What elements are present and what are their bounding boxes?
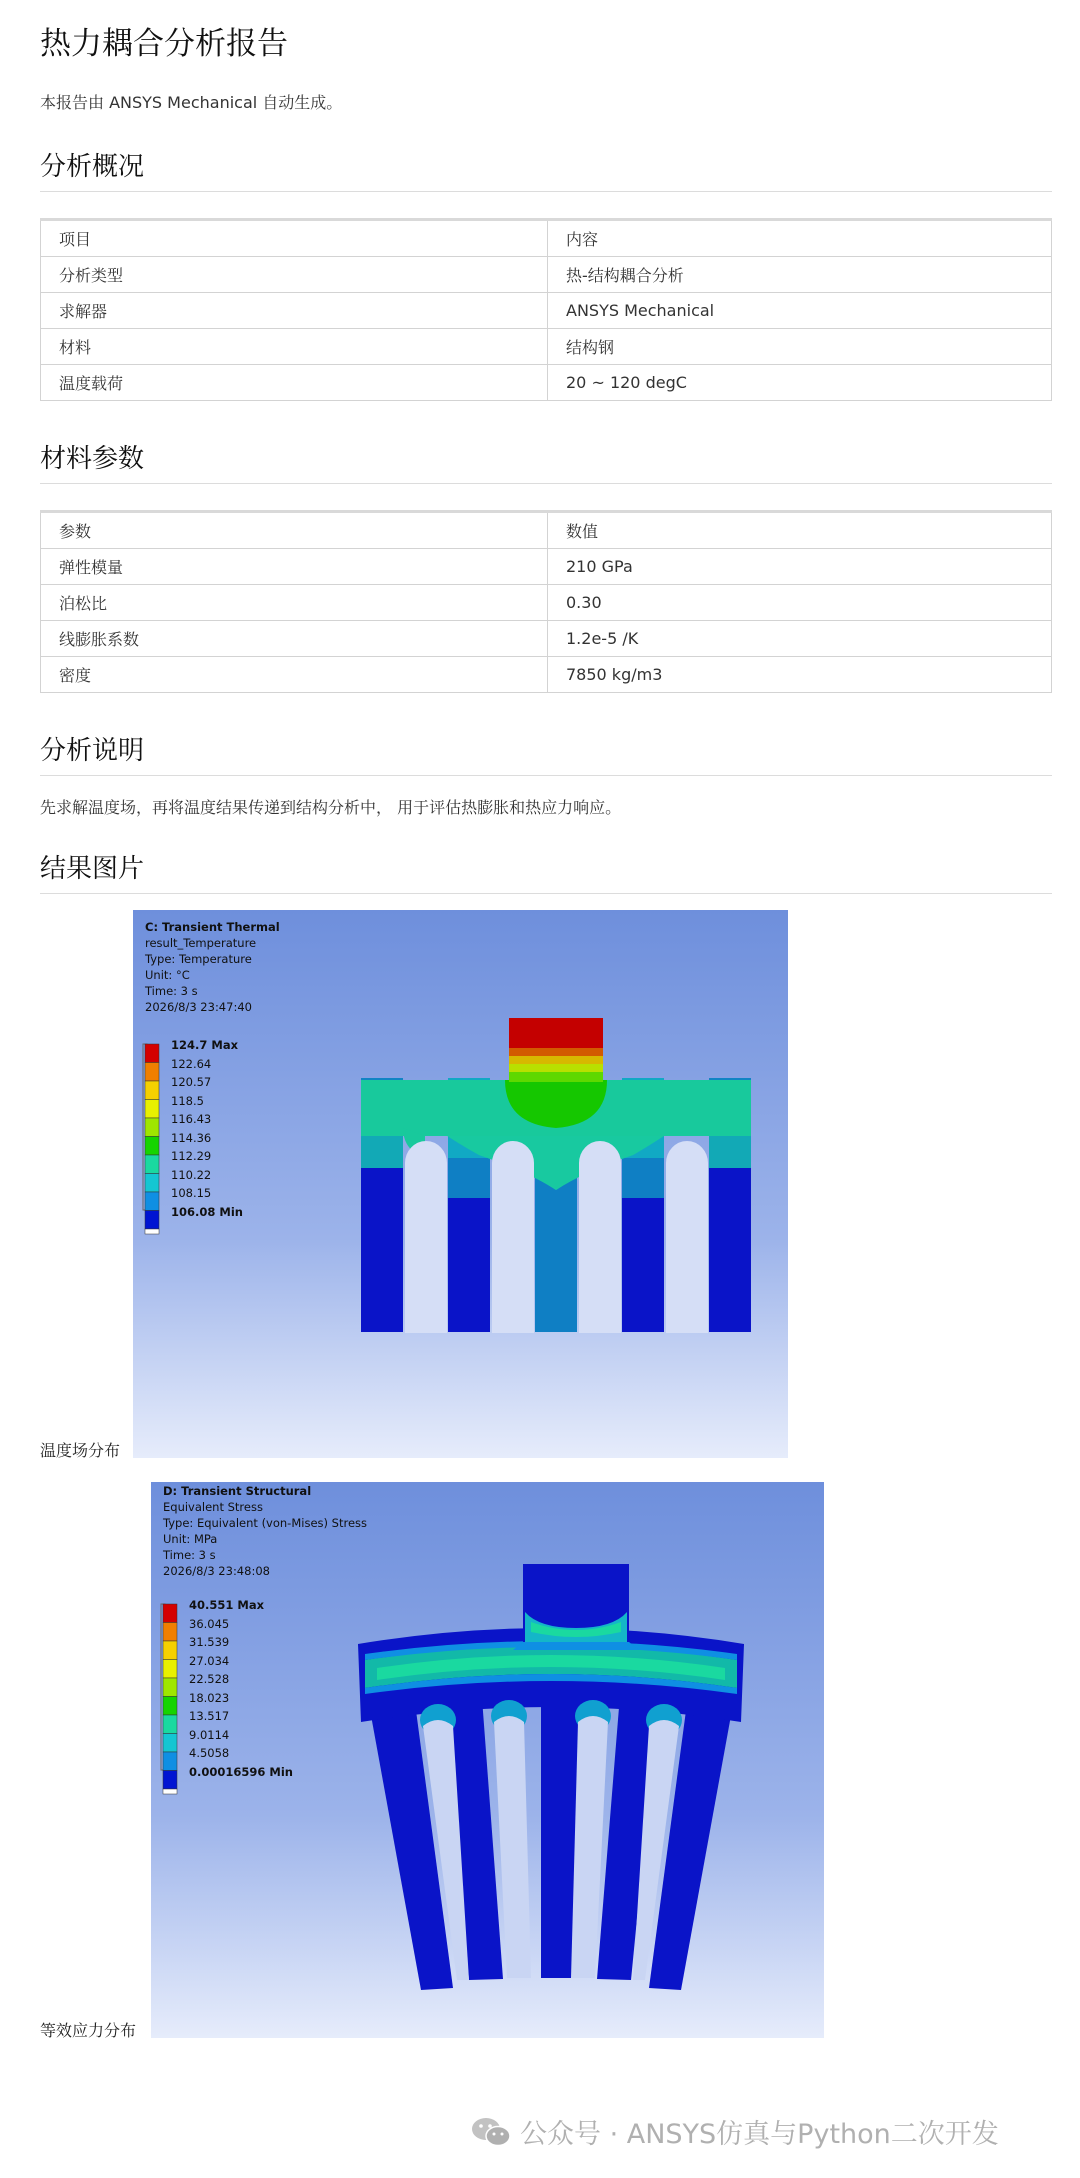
info-line: D: Transient Structural xyxy=(163,1484,312,1498)
legend-label: 114.36 xyxy=(171,1130,212,1145)
table-cell: 分析类型 xyxy=(41,257,548,293)
table-row xyxy=(41,293,1052,329)
table-cell: 0.30 xyxy=(548,585,1052,621)
table-cell: 温度载荷 xyxy=(41,365,548,401)
table-cell: 20 ~ 120 degC xyxy=(548,365,1052,401)
legend-swatch xyxy=(163,1604,177,1623)
legend-swatch xyxy=(145,1155,159,1174)
table-cell: 结构钢 xyxy=(548,329,1052,365)
legend-swatch xyxy=(163,1660,177,1679)
stress-legend-bar xyxy=(163,1604,177,1794)
legend-swatch xyxy=(163,1678,177,1697)
legend-swatch xyxy=(145,1174,159,1193)
table-row xyxy=(41,549,1052,585)
temperature-result-image xyxy=(133,910,788,1458)
info-line: 2026/8/3 23:47:40 xyxy=(145,1000,252,1014)
table-row xyxy=(41,621,1052,657)
legend-swatch xyxy=(163,1697,177,1716)
legend-label: 122.64 xyxy=(171,1056,212,1071)
legend-label: 118.5 xyxy=(171,1093,204,1108)
table-cell: 1.2e-5 /K xyxy=(548,621,1052,657)
legend-swatch xyxy=(145,1044,159,1063)
info-line: Time: 3 s xyxy=(163,1548,216,1562)
legend-label: 0.00016596 Min xyxy=(189,1764,293,1779)
legend-label: 106.08 Min xyxy=(171,1204,243,1219)
legend-swatch xyxy=(145,1100,159,1119)
stress-caption: 等效应力分布 xyxy=(40,2021,137,2040)
table-cell: 线膨胀系数 xyxy=(41,621,548,657)
legend-swatch xyxy=(163,1771,177,1790)
legend-swatch xyxy=(145,1081,159,1100)
legend-label: 110.22 xyxy=(171,1167,212,1182)
table-header-cell: 内容 xyxy=(548,220,1052,257)
legend-label: 9.0114 xyxy=(189,1727,230,1742)
overview-table xyxy=(40,218,1052,401)
legend-label: 18.023 xyxy=(189,1690,230,1705)
legend-swatch xyxy=(163,1752,177,1771)
table-row xyxy=(41,657,1052,693)
info-line: Unit: °C xyxy=(145,968,190,982)
watermark xyxy=(470,2112,999,2151)
results-heading: 结果图片 xyxy=(40,848,1052,894)
explanation-text: 先求解温度场，再将温度结果传递到结构分析中， 用于评估热膨胀和热应力响应。 xyxy=(40,798,622,817)
page-title: 热力耦合分析报告 xyxy=(40,26,288,62)
material-table xyxy=(40,510,1052,693)
table-cell: 求解器 xyxy=(41,293,548,329)
legend-label: 27.034 xyxy=(189,1653,230,1668)
table-row xyxy=(41,329,1052,365)
legend-swatch xyxy=(163,1641,177,1660)
legend-swatch xyxy=(145,1118,159,1137)
legend-swatch xyxy=(163,1715,177,1734)
table-cell: 弹性模量 xyxy=(41,549,548,585)
info-line: Equivalent Stress xyxy=(163,1500,263,1514)
legend-swatch xyxy=(163,1789,177,1794)
table-cell: 7850 kg/m3 xyxy=(548,657,1052,693)
info-line: C: Transient Thermal xyxy=(145,920,280,934)
legend-label: 36.045 xyxy=(189,1616,230,1631)
legend-swatch xyxy=(145,1192,159,1211)
table-cell: 泊松比 xyxy=(41,585,548,621)
legend-swatch xyxy=(145,1229,159,1234)
legend-label: 120.57 xyxy=(171,1075,212,1089)
table-header-row xyxy=(41,512,1052,549)
legend-label: 124.7 Max xyxy=(171,1038,239,1052)
legend-swatch xyxy=(163,1623,177,1642)
legend-label: 22.528 xyxy=(189,1672,230,1686)
legend-label: 31.539 xyxy=(189,1635,230,1649)
legend-swatch xyxy=(145,1211,159,1230)
material-heading: 材料参数 xyxy=(40,438,1052,484)
temperature-plot-svg xyxy=(133,910,788,1458)
table-header-cell: 参数 xyxy=(41,512,548,549)
info-line: Type: Temperature xyxy=(145,952,252,966)
legend-label: 13.517 xyxy=(189,1709,230,1723)
legend-swatch xyxy=(145,1063,159,1082)
table-row xyxy=(41,365,1052,401)
table-cell: 210 GPa xyxy=(548,549,1052,585)
table-header-cell: 项目 xyxy=(41,220,548,257)
legend-label: 40.551 Max xyxy=(189,1598,265,1612)
overview-heading: 分析概况 xyxy=(40,146,1052,192)
legend-label: 116.43 xyxy=(171,1112,212,1126)
stress-result-image xyxy=(151,1482,824,2038)
explanation-heading: 分析说明 xyxy=(40,730,1052,776)
table-row xyxy=(41,257,1052,293)
info-line: Type: Equivalent (von-Mises) Stress xyxy=(163,1516,367,1530)
legend-swatch xyxy=(163,1734,177,1753)
watermark-text: 公众号 · ANSYS仿真与Python二次开发 xyxy=(520,2119,999,2150)
table-cell: ANSYS Mechanical xyxy=(548,293,1052,329)
table-cell: 密度 xyxy=(41,657,548,693)
info-line: 2026/8/3 23:48:08 xyxy=(163,1564,270,1578)
legend-label: 108.15 xyxy=(171,1186,212,1200)
legend-label: 112.29 xyxy=(171,1149,212,1163)
info-line: Unit: MPa xyxy=(163,1532,218,1546)
table-cell: 材料 xyxy=(41,329,548,365)
info-line: Time: 3 s xyxy=(145,984,198,998)
temperature-caption: 温度场分布 xyxy=(40,1441,121,1460)
table-header-cell: 数值 xyxy=(548,512,1052,549)
wechat-icon xyxy=(470,2116,512,2148)
table-header-row xyxy=(41,220,1052,257)
report-intro: 本报告由 ANSYS Mechanical 自动生成。 xyxy=(40,93,343,112)
temperature-legend-bar xyxy=(145,1044,159,1234)
legend-label: 4.5058 xyxy=(189,1746,230,1760)
table-cell: 热-结构耦合分析 xyxy=(548,257,1052,293)
table-row xyxy=(41,585,1052,621)
legend-swatch xyxy=(145,1137,159,1156)
info-line: result_Temperature xyxy=(145,936,257,950)
